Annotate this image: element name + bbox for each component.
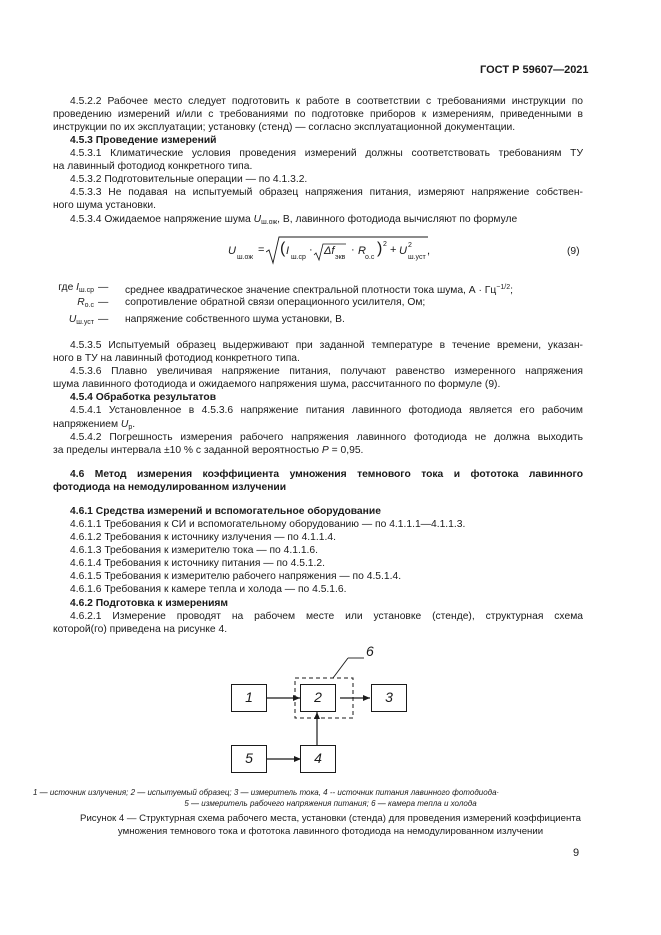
block-voltage-meter: 5 [231, 745, 267, 773]
paragraph-line: ного шума установки. [53, 200, 156, 211]
block-current-meter: 3 [371, 684, 407, 712]
text-run: , В, лавинного фотодиода вычисляют по формуле [277, 214, 518, 225]
formula-i-sub: ш.ср [291, 254, 306, 261]
list-item: 4.6.1.6 Требования к камере тепла и холода — по 4.5.1.6. [70, 584, 347, 595]
paragraph-line: которой(го) приведена на рисунке 4. [53, 624, 228, 635]
paragraph-line: 4.5.3.5 Испытуемый образец выдерживают при заданной температуре в течение времени, указан- [70, 340, 583, 351]
legend-sym: I [76, 282, 80, 293]
section-heading: 4.6.1 Средства измерений и вспомогательное оборудование [70, 506, 381, 517]
section-heading: 4.5.3 Проведение измерений [70, 135, 217, 146]
paragraph-line: 4.5.4.1 Установленное в 4.5.3.6 напряжение питания лавинного фотодиода является его рабочим [70, 405, 583, 416]
formula-r-sub: о.с [365, 254, 375, 261]
text-run: напряжением [53, 419, 121, 430]
dot-operator: · [309, 244, 313, 256]
formula-comma: , [427, 245, 431, 257]
formula-r: R [358, 245, 366, 257]
legend-symbol [36, 313, 94, 329]
formula-i: I [286, 245, 290, 257]
section-heading: фотодиода на немодулированном излучении [53, 482, 287, 493]
text-run: . [132, 419, 136, 430]
legend-text: напряжение собственного шума установки, В. [125, 314, 345, 325]
legend-sub: ш.ср [79, 287, 94, 294]
figure-legend-line: 5 — измеритель рабочего напряжения питания; 6 — камера тепла и холода [184, 799, 477, 808]
symbol-subscript: ш.ож [261, 219, 278, 226]
block-power-supply: 4 [300, 745, 336, 773]
legend-symbol [36, 281, 94, 297]
paren-close: ) [377, 240, 383, 257]
paragraph-line: 4.5.2.2 Рабочее место следует подготовить к работе в соответствии с требованиями инструкции по [70, 96, 583, 107]
paragraph-line: 4.5.3.1 Климатические условия проведения измерений должны соответствовать требованиям ТУ [70, 148, 583, 159]
paragraph-line: проведению измерений и/или с требованиями по подготовке приборов к измерениям, приведенными в [53, 109, 583, 120]
list-item: 4.6.1.5 Требования к измерителю рабочего напряжения — по 4.5.1.4. [70, 571, 402, 582]
figure-caption: Рисунок 4 — Структурная схема рабочего места, установки (стенда) для проведения измерений коэффициента [80, 813, 581, 824]
section-heading: 4.6 Метод измерения коэффициента умножения темнового тока и фототока лавинного [70, 469, 583, 480]
legend-dash: — [98, 314, 109, 325]
legend-sym: R [77, 297, 85, 308]
legend-sym: U [68, 314, 77, 325]
symbol-u: U [120, 419, 129, 430]
list-item: 4.6.1.3 Требования к измерителю тока — по 4.1.1.6. [70, 545, 318, 556]
formula-lhs-sub: ш.ож [237, 254, 254, 261]
paragraph-line: 4.6.2.1 Измерение проводят на рабочем месте или установке (стенде), структурная схема [70, 611, 583, 622]
legend-sub: ш.уст [76, 319, 94, 326]
formula-lhs: U [228, 245, 236, 257]
list-item: 4.6.1.2 Требования к источнику излучения — по 4.1.1.4. [70, 532, 336, 543]
legend-desc: среднее квадратическое значение спектральной плотности тока шума, А · Гц [125, 285, 497, 296]
legend-symbol [36, 296, 94, 312]
legend-text: сопротивление обратной связи операционного усилителя, Ом; [125, 297, 426, 308]
legend-sup: −1/2 [496, 284, 511, 291]
symbol-p: P [321, 445, 329, 456]
legend-dash: — [98, 282, 109, 293]
paragraph-line [70, 213, 517, 229]
formula-9 [228, 236, 431, 270]
symbol-u: U [253, 214, 262, 225]
formula-u2-sup: 2 [408, 242, 412, 249]
legend-end: ; [510, 285, 513, 296]
text-run: 4.5.3.4 Ожидаемое напряжение шума [70, 214, 254, 225]
section-heading: 4.6.2 Подготовка к измерениям [70, 598, 229, 609]
paragraph-line: 4.5.3.2 Подготовительные операции — по 4.1.3.2. [70, 174, 308, 185]
legend-prefix: где [58, 282, 77, 293]
legend-text [125, 281, 513, 297]
formula-u2: U [399, 245, 407, 257]
formula-df: Δf [324, 245, 335, 257]
formula-u2-sub: ш.уст [408, 254, 426, 261]
structural-diagram [228, 645, 418, 785]
standard-number: ГОСТ Р 59607—2021 [480, 64, 589, 76]
paragraph-line: на лавинный фотодиод конкретного типа. [53, 161, 253, 172]
list-item: 4.6.1.1 Требования к СИ и вспомогательному оборудованию — по 4.1.1.1—4.1.1.3. [70, 519, 466, 530]
block-test-sample: 2 [300, 684, 336, 712]
dot-operator: · [351, 244, 355, 256]
block-radiation-source: 1 [231, 684, 267, 712]
symbol-subscript: р [128, 424, 133, 431]
figure-legend-line: 1 — источник излучения; 2 — испытуемый образец; 3 — измеритель тока, 4 -- источник питания лавинного фотодиода· [33, 788, 500, 797]
legend-dash: — [98, 297, 109, 308]
list-item: 4.6.1.4 Требования к источнику питания — по 4.5.1.2. [70, 558, 325, 569]
page-number: 9 [573, 847, 580, 859]
paragraph-line: шума лавинного фотодиода и ожидаемого напряжения шума, рассчитанного по формуле (9). [53, 379, 501, 390]
formula-df-sub: экв [335, 254, 346, 261]
formula-power: 2 [383, 241, 387, 248]
paragraph-line: ного в ТУ на лавинный фотодиод конкретного типа. [53, 353, 300, 364]
text-run: за пределы интервала ±10 % с заданной вероятностью [53, 445, 322, 456]
plus-sign: + [390, 244, 397, 256]
paragraph-line: 4.5.4.2 Погрешность измерения рабочего напряжения лавинного фотодиода не должна выходить [70, 432, 583, 443]
paragraph-line: инструкции по их эксплуатации; установку (стенд) — согласно эксплуатационной документации. [53, 122, 516, 133]
paragraph-line: 4.5.3.3 Не подавая на испытуемый образец напряжения питания, измеряют напряжение собствен- [70, 187, 583, 198]
section-heading: 4.5.4 Обработка результатов [70, 392, 217, 403]
text-run: = 0,95. [328, 445, 364, 456]
paragraph-line [53, 444, 363, 457]
paragraph-line: 4.5.3.6 Плавно увеличивая напряжение питания, получают равенство измеренного напряжения [70, 366, 583, 377]
paren-open: ( [280, 240, 286, 257]
figure-caption: умножения темнового тока и фототока лавинного фотодиода на немодулированном излучении [117, 826, 544, 837]
legend-sub: о.с [84, 302, 94, 309]
label-chamber: 6 [366, 643, 374, 659]
formula-number: (9) [567, 246, 580, 257]
equals-sign: = [258, 244, 265, 256]
